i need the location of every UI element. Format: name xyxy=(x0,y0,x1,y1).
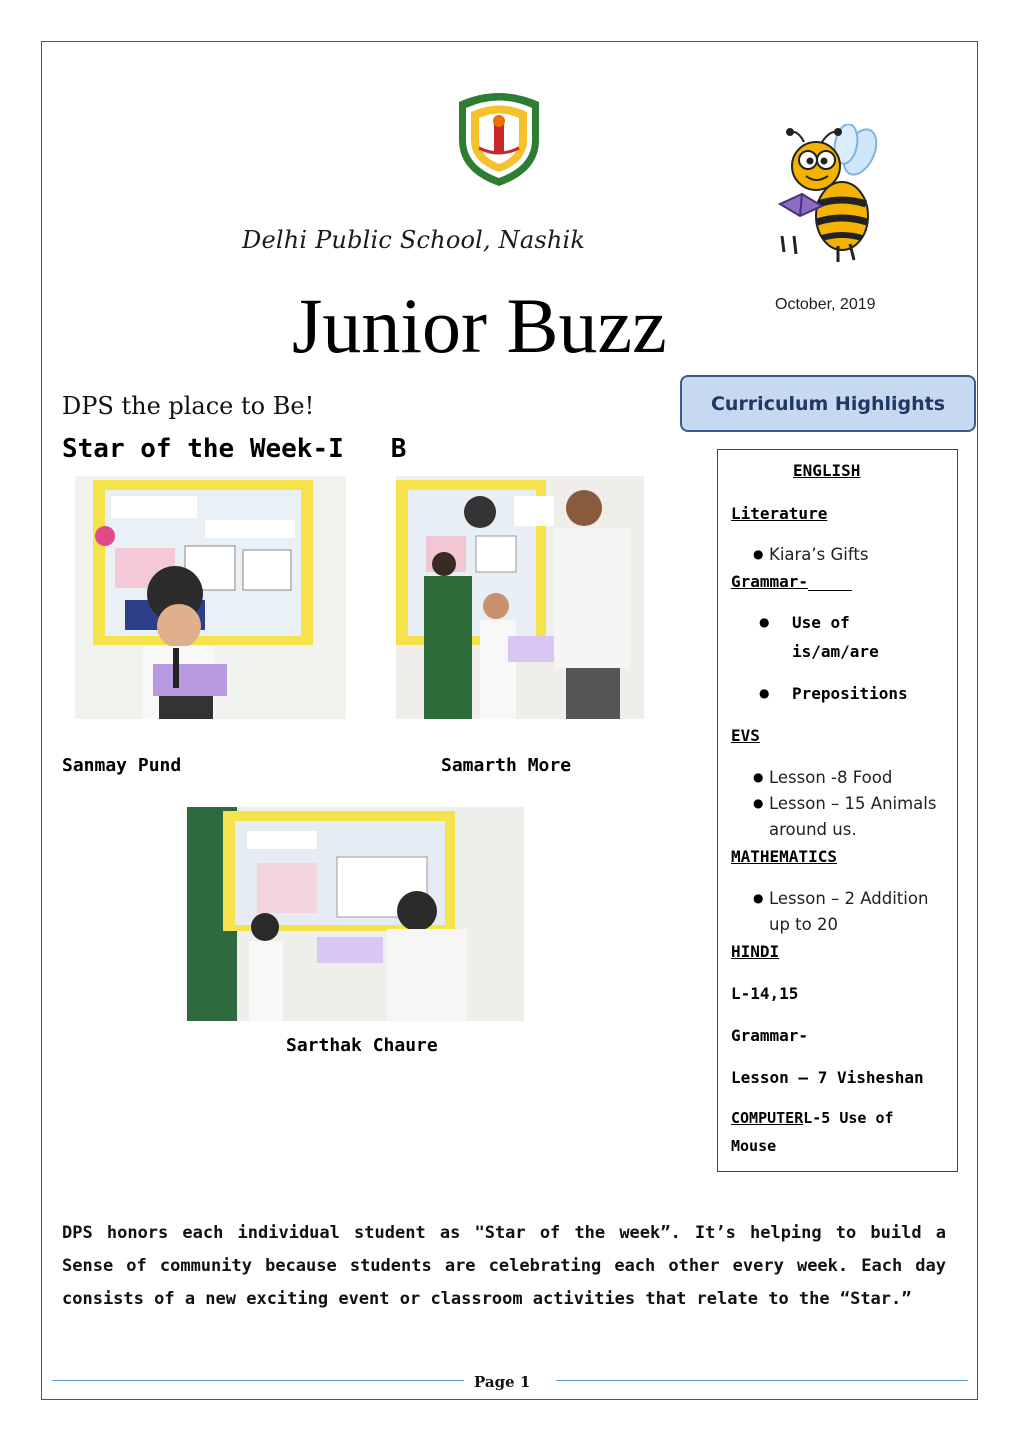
star-of-the-week-summary: DPS honors each individual student as "Star of the week”. It’s helping to build a Sense of community because students are celebrating each other every week. Each day consists of a new exciting event or classroom activities that relate to the “Star.” xyxy=(62,1223,946,1309)
math-item-a: Lesson – 2 Addition xyxy=(769,889,929,908)
student-name-3: Sarthak Chaure xyxy=(286,1035,438,1056)
school-logo xyxy=(449,88,549,188)
section-literature: Literature xyxy=(731,504,828,523)
student-name-1: Sanmay Pund xyxy=(62,755,182,776)
computer-item-b: Mouse xyxy=(731,1137,777,1155)
tagline: DPS the place to Be! xyxy=(62,392,315,420)
bullet-icon: ● xyxy=(753,796,764,810)
grammar-item-1b: is/am/are xyxy=(792,642,879,661)
hindi-grammar-item: Lesson – 7 Visheshan xyxy=(731,1068,924,1087)
star-of-the-week-heading: Star of the Week-I B xyxy=(62,434,407,464)
subject-mathematics: MATHEMATICS xyxy=(731,847,837,866)
student-photo-3 xyxy=(187,807,524,1021)
section-grammar: Grammar- xyxy=(731,572,809,591)
bullet-icon: ● xyxy=(753,891,764,905)
bee-mascot-illustration xyxy=(772,124,882,264)
subject-computer: COMPUTER xyxy=(731,1109,804,1127)
hindi-lessons: L-14,15 xyxy=(731,984,799,1003)
evs-item-1: Lesson -8 Food xyxy=(769,768,893,787)
hindi-grammar: Grammar- xyxy=(731,1026,809,1045)
subject-english: ENGLISH xyxy=(793,461,861,480)
subject-evs: EVS xyxy=(731,726,760,745)
bullet-icon: ● xyxy=(753,547,764,561)
footer-rule-left xyxy=(52,1380,464,1381)
curriculum-highlights-label: Curriculum Highlights xyxy=(710,393,946,415)
student-name-2: Samarth More xyxy=(441,755,572,776)
literature-item: Kiara’s Gifts xyxy=(769,545,869,564)
subject-hindi: HINDI xyxy=(731,942,780,961)
grammar-underline xyxy=(808,590,852,591)
issue-date: October, 2019 xyxy=(775,296,876,313)
page-number: Page 1 xyxy=(474,1373,531,1391)
student-photo-2 xyxy=(396,476,644,719)
grammar-item-1a: Use of xyxy=(792,613,850,632)
bullet-icon: ● xyxy=(759,686,770,700)
evs-item-2b: around us. xyxy=(769,820,857,839)
bullet-icon: ● xyxy=(753,770,764,784)
newsletter-title: Junior Buzz xyxy=(292,282,667,369)
grammar-item-2: Prepositions xyxy=(792,684,908,703)
computer-line xyxy=(731,1109,894,1127)
evs-item-2a: Lesson – 15 Animals xyxy=(769,794,937,813)
footer-rule-right xyxy=(556,1380,968,1381)
school-name: Delhi Public School, Nashik xyxy=(242,226,586,254)
computer-item-a: L-5 Use of xyxy=(803,1109,894,1127)
curriculum-highlights-tab xyxy=(680,375,976,432)
bullet-icon: ● xyxy=(759,615,770,629)
math-item-b: up to 20 xyxy=(769,915,838,934)
student-photo-1 xyxy=(75,476,346,719)
